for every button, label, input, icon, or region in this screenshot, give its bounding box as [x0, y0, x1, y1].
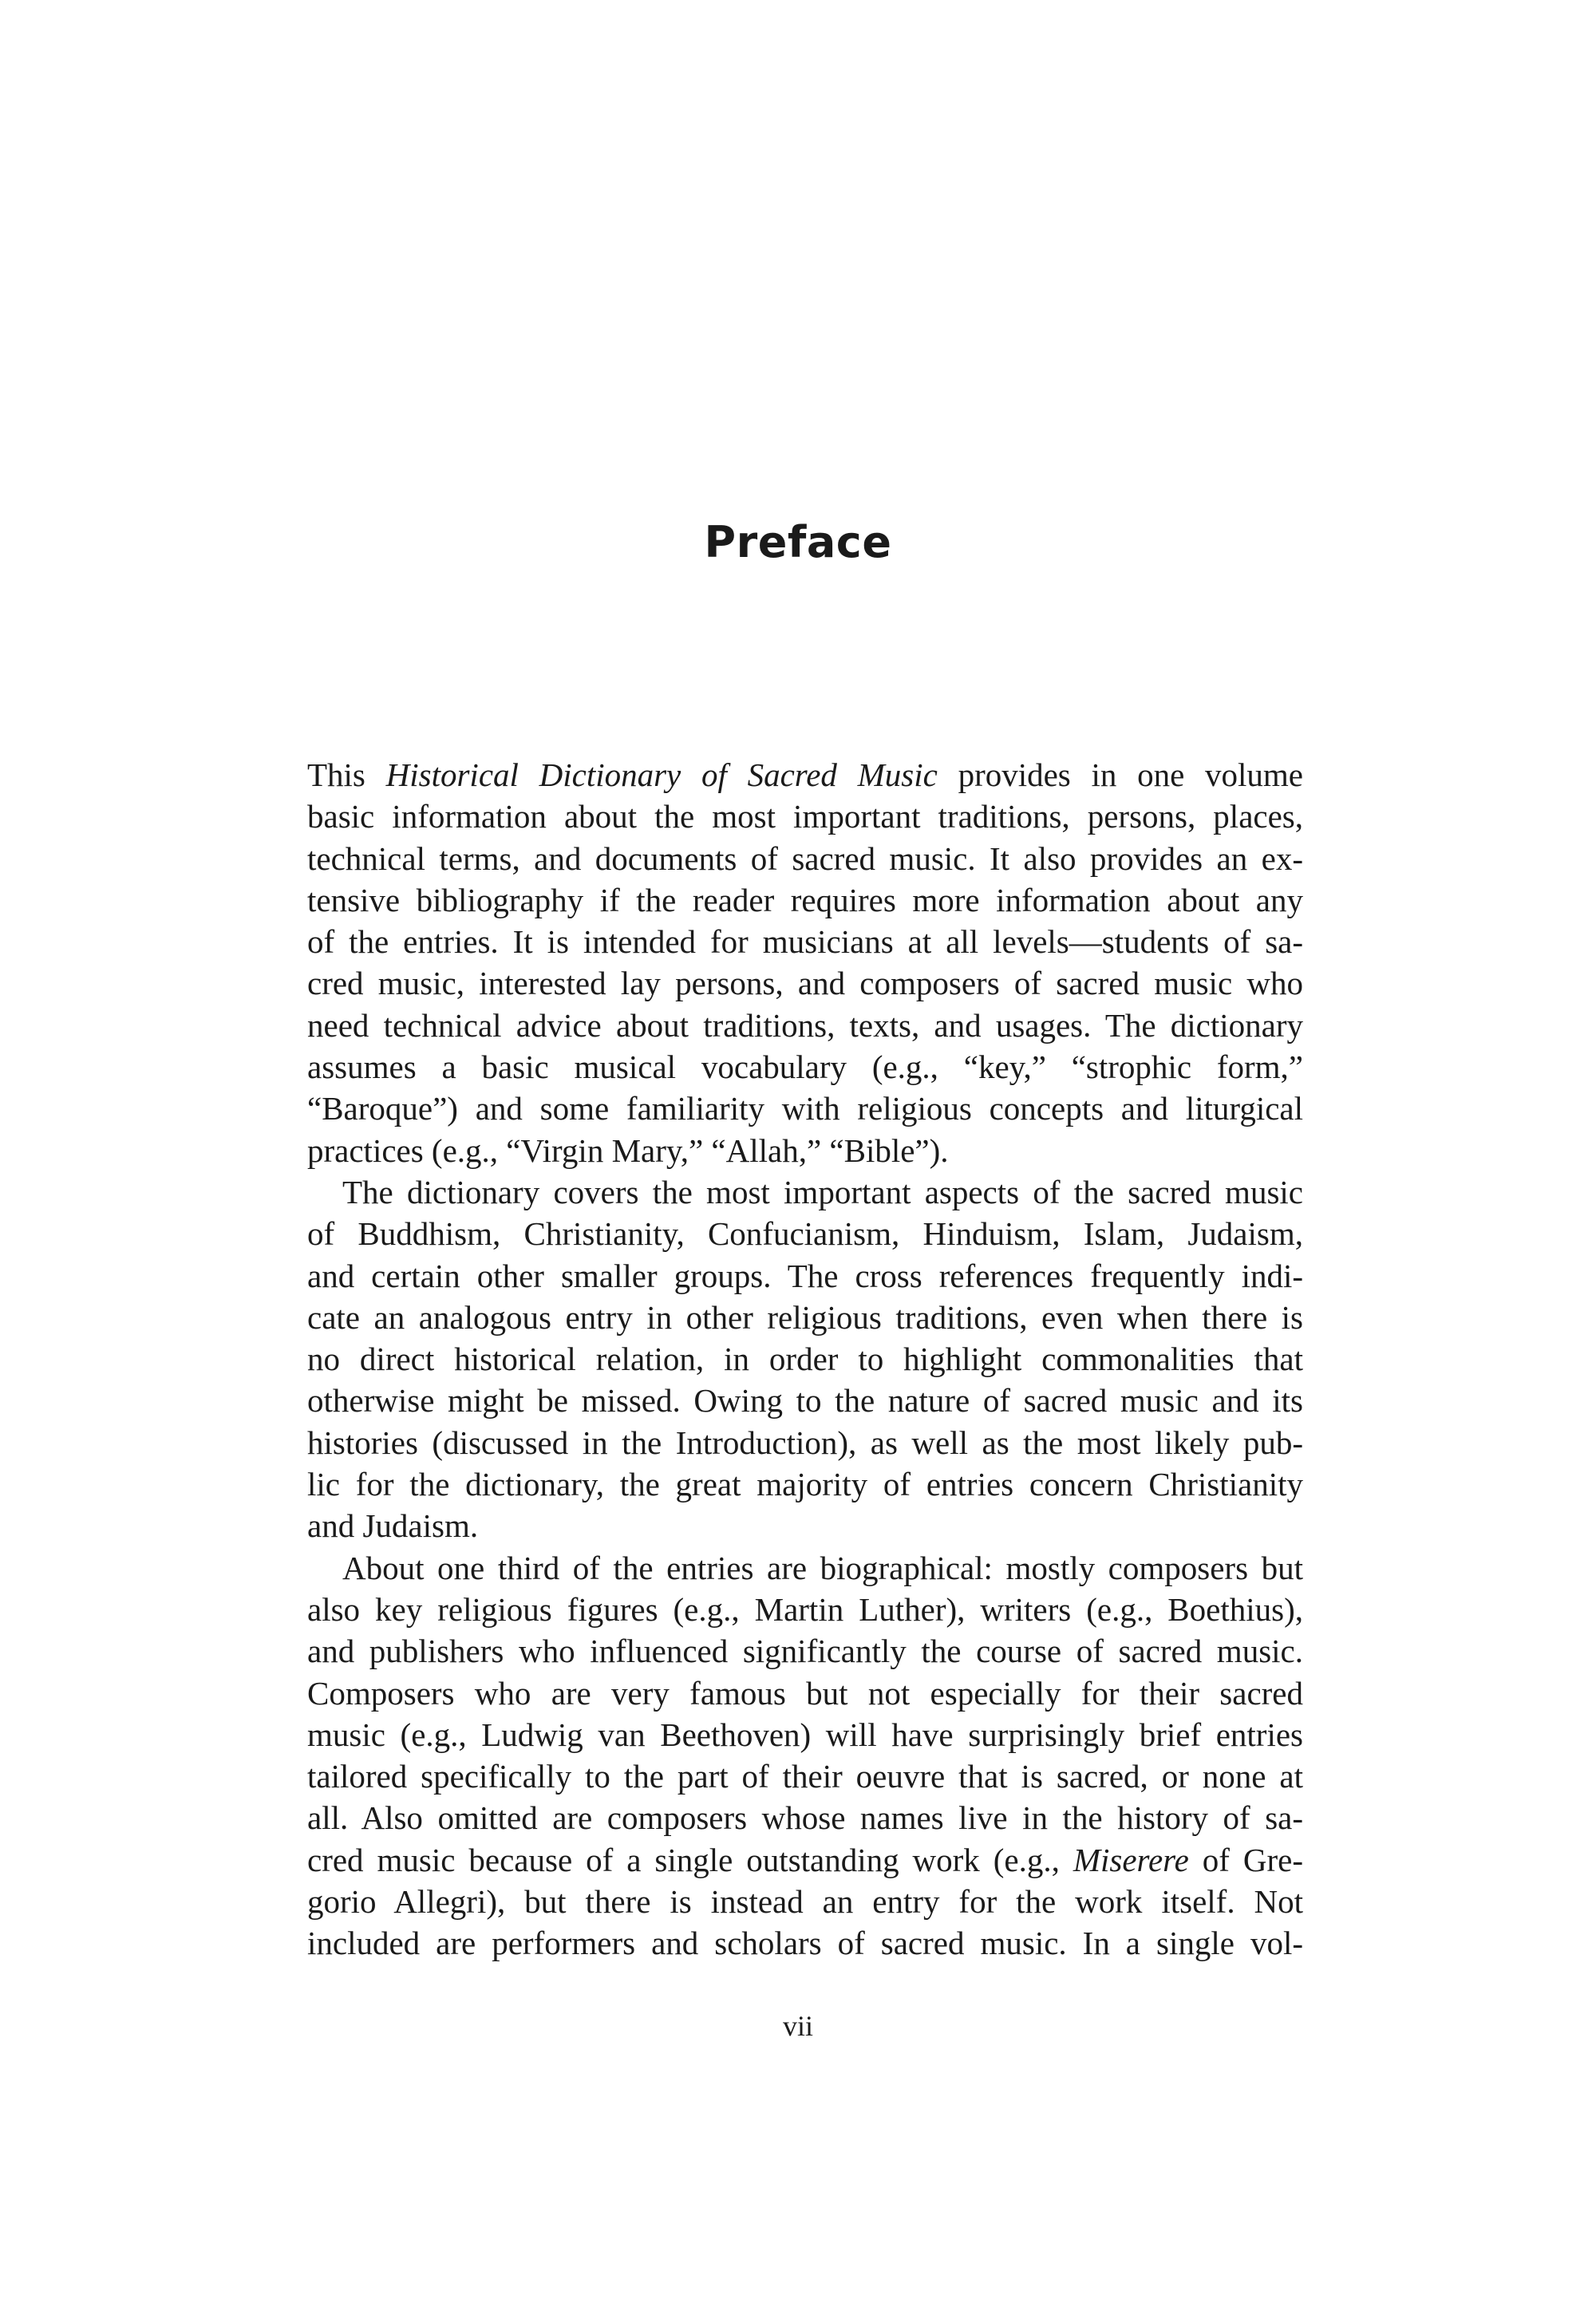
page-number: vii [782, 2010, 813, 2042]
text-line: “Baroque”) and some familiarity with religious concepts and liturgical [307, 1090, 1303, 1127]
text-line: assumes a basic musical vocabulary (e.g., “key,” “strophic form,” [307, 1048, 1303, 1086]
text-line: About one third of the entries are biographical: mostly composers but [342, 1549, 1303, 1586]
paragraph-3 [307, 1547, 1303, 1965]
text-line: Composers who are very famous but not especially for their sacred [307, 1674, 1303, 1712]
text-line: practices (e.g., “Virgin Mary,” “Allah,” “Bible”). [307, 1131, 949, 1169]
text-line: gorio Allegri), but there is instead an entry for the work itself. Not [307, 1883, 1303, 1921]
text-line: lic for the dictionary, the great majority of entries concern Christianity [307, 1466, 1303, 1503]
italic-title: Historical Dictionary of Sacred Music [385, 756, 938, 793]
text-line: cate an analogous entry in other religious traditions, even when there is [307, 1298, 1303, 1336]
text-line: otherwise might be missed. Owing to the nature of sacred music and its [307, 1382, 1303, 1420]
text-line: of the entries. It is intended for musicians at all levels—students of sa- [307, 923, 1303, 961]
text-line: included are performers and scholars of sacred music. In a single vol- [307, 1925, 1303, 1962]
text-line: also key religious figures (e.g., Martin Luther), writers (e.g., Boethius), [307, 1590, 1303, 1628]
text-line: cred music, interested lay persons, and composers of sacred music who [307, 965, 1303, 1002]
text-line: and Judaism. [307, 1507, 479, 1545]
text-line: technical terms, and documents of sacred music. It also provides an ex- [307, 839, 1303, 877]
italic-title: Miserere [1073, 1841, 1189, 1878]
text-line: all. Also omitted are composers whose names live in the history of sa- [307, 1799, 1303, 1837]
text-line: cred music because of a single outstanding work (e.g., Miserere of Gre- [307, 1841, 1303, 1878]
paragraph-2 [307, 1171, 1303, 1547]
page-title: Preface [704, 517, 892, 567]
text-line: tensive bibliography if the reader requires more information about any [307, 881, 1303, 918]
paragraph-1 [307, 754, 1303, 1171]
text-line: This Historical Dictionary of Sacred Music provides in one volume [307, 756, 1303, 793]
text-line: The dictionary covers the most important aspects of the sacred music [342, 1173, 1303, 1210]
text-line: of Buddhism, Christianity, Confucianism, Hinduism, Islam, Judaism, [307, 1215, 1303, 1253]
text-line: music (e.g., Ludwig van Beethoven) will have surprisingly brief entries [307, 1716, 1303, 1753]
text-line: tailored specifically to the part of their oeuvre that is sacred, or none at [307, 1758, 1303, 1795]
text-line: histories (discussed in the Introduction), as well as the most likely pub- [307, 1424, 1303, 1461]
text-line: basic information about the most important traditions, persons, places, [307, 798, 1303, 835]
text-line: need technical advice about traditions, texts, and usages. The dictionary [307, 1006, 1303, 1044]
text-line: and certain other smaller groups. The cross references frequently indi- [307, 1257, 1303, 1294]
text-line: no direct historical relation, in order to highlight commonalities that [307, 1341, 1303, 1378]
preface-body [307, 754, 1303, 1965]
text-line: and publishers who influenced significantly the course of sacred music. [307, 1633, 1303, 1670]
